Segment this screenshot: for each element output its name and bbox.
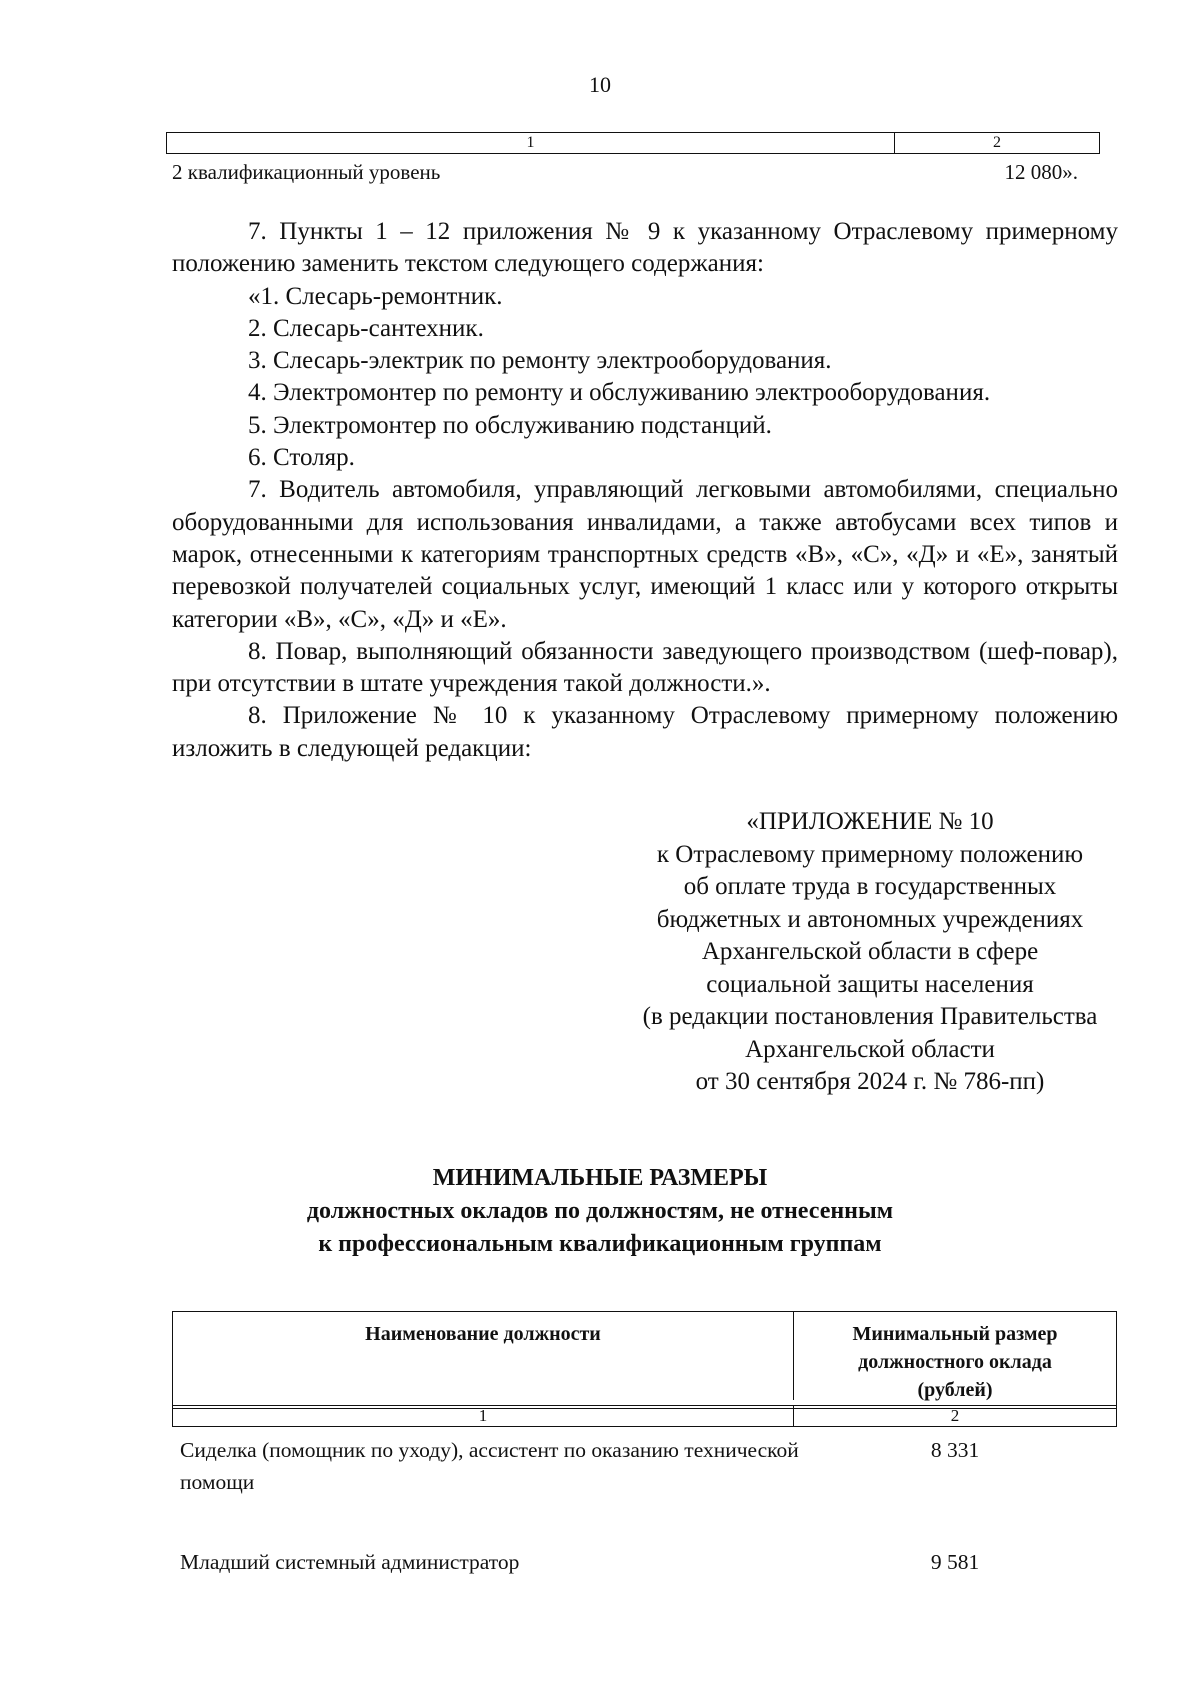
appendix-line: (в редакции постановления Правительства [642, 1003, 1098, 1030]
body-text [172, 216, 1118, 765]
table-row [180, 1434, 1110, 1498]
list-item: 8. Повар, выполняющий обязанности заведующего производством (шеф-повар), при отсутствии в штате учреждения такой должности.». [172, 637, 1118, 698]
appendix-line: социальной защиты населения [706, 970, 1034, 998]
heading-subtitle: должностных окладов по должностям, не отнесенным [306, 1198, 894, 1224]
appendix-line: Архангельской области в сфере [701, 938, 1039, 965]
position-name: Младший системный администратор [180, 1550, 520, 1574]
paragraph: 8. Приложение № 10 к указанному Отраслевому примерному положению изложить в следующей редакции: [172, 702, 1118, 762]
appendix-header [560, 806, 1180, 1099]
paragraph: 7. Пункты 1 – 12 приложения № 9 к указанному Отраслевому примерному положению заменить текстом следующего содержания: [172, 218, 1118, 278]
page-number: 10 [589, 72, 611, 97]
salary-table-header [172, 1311, 1117, 1409]
column-number-2: 2 [993, 134, 1001, 151]
heading-subtitle: к профессиональным квалификационным группам [318, 1231, 882, 1257]
list-item: 3. Слесарь-электрик по ремонту электрооборудования. [248, 347, 832, 375]
appendix-line: «ПРИЛОЖЕНИЕ № 10 [746, 808, 994, 835]
list-item: 5. Электромонтер по обслуживанию подстанций. [248, 411, 772, 439]
column-numbers-row [172, 1405, 1117, 1427]
continued-table-row [172, 160, 1078, 184]
list-item: «1. Слесарь-ремонтник. [248, 282, 503, 310]
appendix-line: к Отраслевому примерному положению [656, 840, 1084, 868]
column-number-1: 1 [167, 133, 895, 153]
column-number-2: 2 [950, 1406, 960, 1425]
row-label: 2 квалификационный уровень [172, 160, 441, 184]
column-header-salary [794, 1312, 1116, 1408]
continued-table-header [166, 132, 1100, 154]
list-item: 7. Водитель автомобиля, управляющий легковыми автомобилями, специально оборудованными для использования инвалидами, а также автобусами всех типов и марок, отнесенными к категориям транспортных средств «В», «С», «Д» и «Е», занятый перевозкой получателей социальных услуг, имеющий 1 класс или у которого открыты категории «В», «С», «Д» и «Е». [172, 476, 1118, 633]
position-name: Сиделка (помощник по уходу), ассистент по оказанию технической помощи [180, 1438, 799, 1494]
appendix-line: от 30 сентября 2024 г. № 786-пп) [695, 1068, 1045, 1095]
column-number-1: 1 [173, 1406, 794, 1426]
header-line: Минимальный размер [852, 1323, 1058, 1345]
list-item: 6. Столяр. [248, 444, 355, 472]
heading-title: МИНИМАЛЬНЫЕ РАЗМЕРЫ [432, 1165, 768, 1191]
appendix-line: об оплате труда в государственных [683, 873, 1057, 900]
salary-value: 8 331 [930, 1438, 980, 1462]
section-heading [0, 1162, 1200, 1261]
list-item: 2. Слесарь-сантехник. [248, 314, 484, 342]
appendix-line: Архангельской области [745, 1035, 995, 1063]
header-line: (рублей) [917, 1379, 993, 1401]
row-value: 12 080». [1004, 160, 1078, 184]
header-line: должностного оклада [858, 1351, 1052, 1373]
list-item: 4. Электромонтер по ремонту и обслуживанию электрооборудования. [248, 379, 991, 407]
column-header-position: Наименование должности [173, 1312, 794, 1400]
salary-value: 9 581 [930, 1550, 980, 1574]
appendix-line: бюджетных и автономных учреждениях [656, 905, 1084, 933]
table-row [180, 1546, 1110, 1578]
